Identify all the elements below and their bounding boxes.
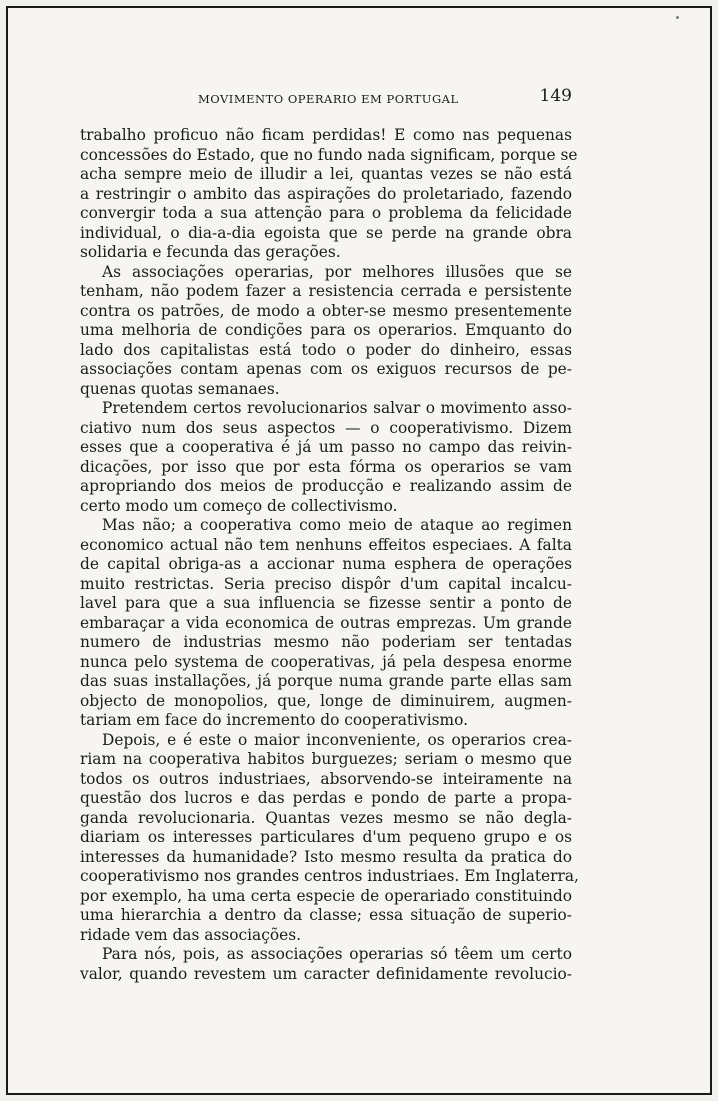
text-line: Depois, e é este o maior inconveniente, os operarios crea- <box>102 730 572 749</box>
text-line: embaraçar a vida economica de outras emprezas. Um grande <box>80 613 572 632</box>
text-line: tenham, não podem fazer a resistencia cerrada e persistente <box>80 282 572 300</box>
text-line: questão dos lucros e das perdas e pondo de parte a propa- <box>80 789 572 807</box>
text-line: ciativo num dos seus aspectos — o cooperativismo. Dizem <box>80 418 572 437</box>
text-line: Pretendem certos revolucionarios salvar o movimento asso- <box>102 399 572 417</box>
text-line: objecto de monopolios, que, longe de diminuirem, augmen- <box>80 691 572 710</box>
text-line: ganda revolucionaria. Quantas vezes mesmo se não degla- <box>80 808 572 827</box>
text-line: economico actual não tem nenhuns effeitos especiaes. A falta <box>80 535 572 554</box>
page-number: 149 <box>539 86 572 106</box>
text-line: a restringir o ambito das aspirações do proletariado, fazendo <box>80 184 572 203</box>
running-head: MOVIMENTO OPERARIO EM PORTUGAL <box>198 92 459 106</box>
text-line: cooperativismo nos grandes centros industriaes. Em Inglaterra, <box>80 867 579 885</box>
text-line: muito restrictas. Seria preciso dispôr d'um capital incalcu- <box>80 574 572 593</box>
body-text <box>80 126 579 984</box>
text-line: de capital obriga-as a accionar numa esphera de operações <box>80 555 572 573</box>
text-line: Para nós, pois, as associações operarias só têem um certo <box>102 945 572 963</box>
text-line: das suas installações, já porque numa grande parte ellas sam <box>80 672 572 690</box>
text-line: ridade vem das associações. <box>80 925 302 944</box>
paragraph <box>80 126 578 263</box>
text-line: uma hierarchia a dentro da classe; essa situação de superio- <box>80 906 572 924</box>
paper-speck <box>676 16 679 19</box>
paragraph <box>80 945 572 984</box>
text-line: todos os outros industriaes, absorvendo-se inteiramente na <box>80 769 572 788</box>
text-line: solidaria e fecunda das gerações. <box>80 243 341 261</box>
text-line: As associações operarias, por melhores illusões que se <box>102 262 572 281</box>
text-line: nunca pelo systema de cooperativas, já pela despesa enorme <box>80 652 572 671</box>
text-line: trabalho proficuo não ficam perdidas! E como nas pequenas <box>80 126 572 144</box>
book-page <box>80 86 579 984</box>
text-line: interesses da humanidade? Isto mesmo resulta da pratica do <box>80 847 572 866</box>
text-line: valor, quando revestem um caracter definidamente revolucio- <box>80 964 572 983</box>
text-line: tariam em face do incremento do cooperativismo. <box>80 711 469 729</box>
text-line: riam na cooperativa habitos burguezes; seriam o mesmo que <box>80 750 572 768</box>
paragraph <box>80 399 572 516</box>
text-line: dicações, por isso que por esta fórma os operarios se vam <box>80 457 572 476</box>
paragraph <box>80 730 579 946</box>
text-line: convergir toda a sua attenção para o problema da felicidade <box>80 204 572 222</box>
text-line: acha sempre meio de illudir a lei, quantas vezes se não está <box>80 165 572 183</box>
page-header <box>80 86 572 116</box>
text-line: contra os patrões, de modo a obter-se mesmo presentemente <box>80 301 572 320</box>
text-line: diariam os interesses particulares d'um pequeno grupo e os <box>80 828 572 846</box>
paragraph <box>80 263 572 400</box>
text-line: certo modo um começo de collectivismo. <box>80 496 398 515</box>
text-line: Mas não; a cooperativa como meio de ataque ao regimen <box>102 516 572 534</box>
text-line: lado dos capitalistas está todo o poder do dinheiro, essas <box>80 340 572 359</box>
text-line: concessões do Estado, que no fundo nada significam, porque se <box>80 145 578 164</box>
text-line: lavel para que a sua influencia se fizesse sentir a ponto de <box>80 594 572 612</box>
text-line: individual, o dia-a-dia egoista que se perde na grande obra <box>80 223 572 242</box>
text-line: uma melhoria de condições para os operarios. Emquanto do <box>80 321 572 339</box>
text-line: numero de industrias mesmo não poderiam ser tentadas <box>80 633 572 651</box>
text-line: associações contam apenas com os exiguos recursos de pe- <box>80 360 572 378</box>
text-line: quenas quotas semanaes. <box>80 379 280 398</box>
text-line: esses que a cooperativa é já um passo no campo das reivin- <box>80 438 572 456</box>
paragraph <box>80 516 572 731</box>
text-line: por exemplo, ha uma certa especie de operariado constituindo <box>80 886 572 905</box>
text-line: apropriando dos meios de producção e realizando assim de <box>80 477 572 495</box>
